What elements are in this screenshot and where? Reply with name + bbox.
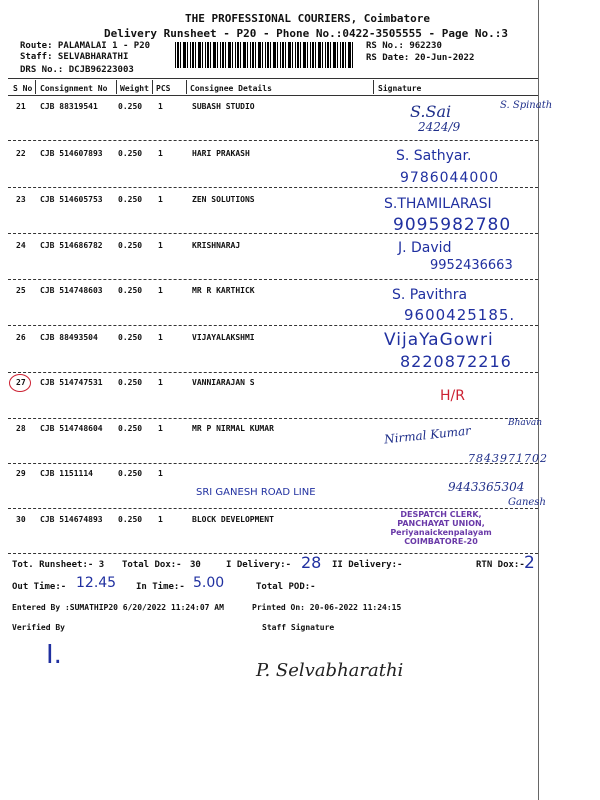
handwritten-phone: 9095982780 — [393, 215, 512, 235]
table-row-consignee: VANNIARAJAN S — [192, 378, 255, 387]
rtn-dox-handwritten: 2 — [524, 553, 535, 573]
table-row-pcs: 1 — [158, 515, 163, 524]
header-bottom-line — [8, 95, 538, 96]
handwritten-status: H/R — [440, 388, 465, 404]
handwritten-signature: S. Sathyar. — [396, 148, 472, 164]
table-row-consignment: CJB 514674893 — [40, 515, 103, 524]
table-row-consignment: CJB 514748604 — [40, 424, 103, 433]
handwritten-phone: 9600425185. — [404, 306, 516, 324]
table-row-sno: 28 — [16, 424, 26, 433]
table-row-sno: 25 — [16, 286, 26, 295]
handwritten-signature: S.THAMILARASI — [384, 196, 492, 212]
barcode — [175, 42, 355, 68]
i-delivery-handwritten: 28 — [301, 553, 322, 572]
table-row-consignment: CJB 88493504 — [40, 333, 98, 342]
table-row-weight: 0.250 — [118, 424, 143, 433]
table-bottom-line — [8, 553, 538, 554]
handwritten-phone: 8220872216 — [400, 352, 512, 371]
table-row-consignee: BLOCK DEVELOPMENT — [192, 515, 274, 524]
stamp-line: DESPATCH CLERK, — [400, 510, 482, 519]
stamp-line: PANCHAYAT UNION, — [397, 519, 485, 528]
in-time-handwritten: 5.00 — [193, 575, 225, 591]
table-row-sno: 23 — [16, 195, 26, 204]
out-time-label: Out Time:- — [12, 582, 67, 592]
table-row-pcs: 1 — [158, 378, 163, 387]
table-row-weight: 0.250 — [118, 515, 143, 524]
rs-no-label: RS No.: 962230 — [366, 41, 442, 51]
table-row-consignee: MR R KARTHICK — [192, 286, 255, 295]
printed-on: Printed On: 20-06-2022 11:24:15 — [252, 603, 402, 612]
total-dox-label: Total Dox:- — [122, 560, 182, 570]
table-row-consignee: KRISHNARAJ — [192, 241, 241, 250]
row-separator — [8, 463, 538, 464]
in-time-label: In Time:- — [136, 582, 185, 592]
col-pcs: PCS — [156, 84, 171, 93]
runsheet-subtitle: Delivery Runsheet - P20 - Phone No.:0422-3505555 - Page No.:3 — [104, 27, 508, 40]
col-divider-1 — [35, 80, 36, 94]
col-consignment: Consignment No — [40, 84, 108, 93]
table-row-weight: 0.250 — [118, 149, 143, 158]
col-signature: Signature — [378, 84, 422, 93]
table-row-weight: 0.250 — [118, 241, 143, 250]
staff-signature-handwritten: P. Selvabharathi — [256, 660, 404, 681]
row-separator — [8, 325, 538, 326]
table-row-weight: 0.250 — [118, 333, 143, 342]
stamp-line: COIMBATORE-20 — [404, 537, 478, 546]
table-row-pcs: 1 — [158, 424, 163, 433]
col-divider-4 — [186, 80, 187, 94]
staff-label: Staff: SELVABHARATHI — [20, 52, 129, 62]
entered-by: Entered By :SUMATHIP20 6/20/2022 11:24:07 AM — [12, 603, 224, 612]
table-row-consignment: CJB 514748603 — [40, 286, 103, 295]
table-row-weight: 0.250 — [118, 469, 143, 478]
col-divider-3 — [152, 80, 153, 94]
route-label: Route: PALAMALAI 1 - P20 — [20, 41, 151, 51]
table-row-pcs: 1 — [158, 149, 163, 158]
table-row-consignee: VIJAYALAKSHMI — [192, 333, 255, 342]
handwritten-name: Ganesh — [508, 497, 546, 508]
handwritten-signature: Nirmal Kumar — [383, 423, 472, 447]
table-row-weight: 0.250 — [118, 195, 143, 204]
table-row-pcs: 1 — [158, 469, 163, 478]
table-row-pcs: 1 — [158, 241, 163, 250]
table-row-pcs: 1 — [158, 333, 163, 342]
table-row-consignment: CJB 514686782 — [40, 241, 103, 250]
table-row-consignment: CJB 514607893 — [40, 149, 103, 158]
stamp-line: Periyanaickenpalayam — [390, 528, 492, 537]
table-row-consignee: HARI PRAKASH — [192, 149, 250, 158]
handwritten-phone: 7843971702 — [468, 452, 548, 465]
handwritten-note: 2424/9 — [418, 120, 461, 134]
row-separator — [8, 187, 538, 188]
drs-label: DRS No.: DCJB96223003 — [20, 65, 134, 75]
handwritten-phone: 9786044000 — [400, 170, 500, 186]
handwritten-phone: 9952436663 — [430, 258, 513, 273]
ii-delivery-label: II Delivery:- — [332, 560, 403, 570]
handwritten-name: Bhavan — [508, 418, 543, 428]
verified-signature: I. — [46, 640, 62, 670]
handwritten-signature: VijaYaGowri — [384, 330, 494, 350]
table-row-sno: 27 — [16, 378, 26, 387]
col-consignee: Consignee Details — [190, 84, 272, 93]
table-row-weight: 0.250 — [118, 286, 143, 295]
col-divider-2 — [116, 80, 117, 94]
col-sno: S No — [13, 84, 33, 93]
table-row-sno: 30 — [16, 515, 26, 524]
table-row-consignee: ZEN SOLUTIONS — [192, 195, 255, 204]
office-stamp — [376, 510, 506, 546]
handwritten-signature: J. David — [398, 240, 452, 256]
handwritten-phone: 9443365304 — [448, 480, 525, 494]
table-row-consignee: MR P NIRMAL KUMAR — [192, 424, 274, 433]
table-row-sno: 29 — [16, 469, 26, 478]
rs-date-label: RS Date: 20-Jun-2022 — [366, 53, 475, 63]
verified-by-label: Verified By — [12, 623, 65, 632]
i-delivery-label: I Delivery:- — [226, 560, 292, 570]
handwritten-signature: S.Sai — [410, 102, 452, 121]
table-row-consignment: CJB 88319541 — [40, 102, 98, 111]
table-row-sno: 22 — [16, 149, 26, 158]
total-pod-label: Total POD:- — [256, 582, 316, 592]
row-separator — [8, 140, 538, 141]
row-separator — [8, 233, 538, 234]
table-row-consignment: CJB 514605753 — [40, 195, 103, 204]
out-time-handwritten: 12.45 — [76, 575, 117, 591]
table-row-consignment: CJB 514747531 — [40, 378, 103, 387]
handwritten-signature: S. Pavithra — [392, 287, 468, 303]
handwritten-company: SRI GANESH ROAD LINE — [196, 487, 316, 498]
table-row-pcs: 1 — [158, 195, 163, 204]
header-top-line — [8, 78, 538, 79]
total-runsheet: Tot. Runsheet:- 3 — [12, 560, 105, 570]
company-title: THE PROFESSIONAL COURIERS, Coimbatore — [185, 12, 431, 25]
col-divider-5 — [373, 80, 374, 94]
table-row-consignee: SUBASH STUDIO — [192, 102, 255, 111]
row-separator — [8, 279, 538, 280]
staff-signature-label: Staff Signature — [262, 623, 335, 632]
table-row-consignment: CJB 1151114 — [40, 469, 93, 478]
table-row-sno: 21 — [16, 102, 26, 111]
col-weight: Weight — [120, 84, 149, 93]
table-row-weight: 0.250 — [118, 102, 143, 111]
handwritten-name: S. Spinath — [500, 100, 553, 111]
table-row-pcs: 1 — [158, 286, 163, 295]
page-right-border — [538, 0, 539, 800]
rtn-dox-label: RTN Dox:- — [476, 560, 525, 570]
row-separator — [8, 418, 538, 419]
table-row-weight: 0.250 — [118, 378, 143, 387]
total-dox-value: 30 — [190, 560, 201, 570]
row-separator — [8, 372, 538, 373]
table-row-pcs: 1 — [158, 102, 163, 111]
table-row-sno: 26 — [16, 333, 26, 342]
table-row-sno: 24 — [16, 241, 26, 250]
row-separator — [8, 508, 538, 509]
